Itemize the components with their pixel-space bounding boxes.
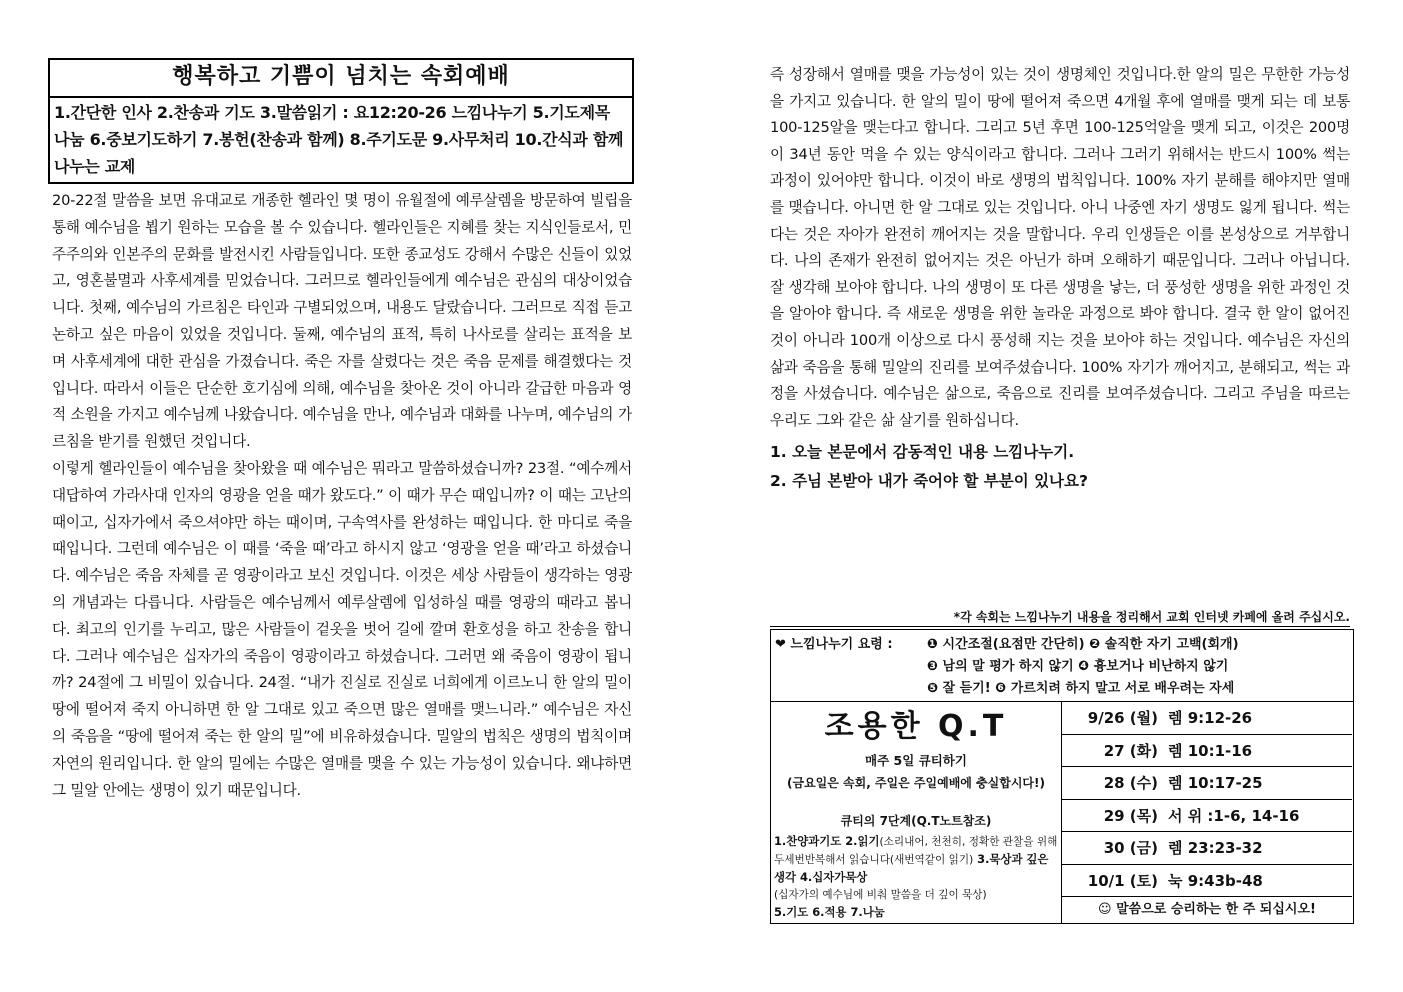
schedule-row (1062, 832, 1352, 865)
sharing-items (927, 634, 1353, 701)
service-order-box (48, 58, 634, 184)
schedule-row (1062, 800, 1352, 833)
schedule-reference: 서 위 :1-6, 14-16 (1168, 806, 1300, 825)
sharing-guidelines (771, 630, 1353, 702)
qt-note: (금요일은 속회, 주일은 주일예배에 충실합시다!) (787, 776, 1045, 790)
sermon-text-right: 즉 성장해서 열매를 맺을 가능성이 있는 것이 생명체인 것입니다.한 알의 밀은 무한한 가능성을 가지고 있습니다. 한 알의 밀이 땅에 떨어져 죽으면 4개월 후에 열매를 맺게 되는 데 보통 100-125알을 맺는다고 합니다. 그리고 5년 후면 100-125억알을 맺게 되고, 이것은 200명이 34년 동안 먹을 수 있는 양식이라고 합니다. 그러나 그러기 위해서는 반드시 100% 썩는 과정이 있어야만 합니다. 이것이 바로 생명의 법칙입니다. 100% 자기 분해를 해야지만 열매를 맺습니다. 아니면 한 알 그대로 있는 것입니다. 아니 나중엔 자기 생명도 잃게 됩니다. 썩는다는 것은 자아가 완전히 깨어지는 것을 말합니다. 우리 인생들은 이를 본성상으로 거부합니다. 나의 존재가 완전히 없어지는 것은 아닌가 하며 오해하기 때문입니다. 그러나 아닙니다. 잘 생각해 보아야 합니다. 나의 생명이 또 다른 생명을 낳는, 더 풍성한 생명을 위한 과정인 것을 알아야 합니다. 즉 새로운 생명을 위한 놀라운 과정으로 봐야 합니다. 결국 한 알이 없어진 것이 아니라 100개 이상으로 다시 풍성해 지는 것을 보아야 하는 것입니다. 예수님은 자신의 삶과 죽음을 통해 밀알의 진리를 보여주셨습니다. 100% 자기가 깨어지고, 분해되고, 썩는 과정을 사셨습니다. 예수님은 삶으로, 죽음으로 진리를 보여주셨습니다. 그리고 주님을 따르는 우리도 그와 같은 삶 살기를 원하십니다. (770, 66, 1350, 429)
sharing-label: ❤ 느낌나누기 요령 : (775, 637, 893, 652)
sermon-text-left (48, 188, 634, 804)
qt-step-a-detail: (소리내어, 천천히, 정확한 관찰을 위해 두세번반복해서 읽습니다(새번역같이 읽기) (774, 836, 1058, 866)
qt-step-b-detail: (십자가의 예수님에 비춰 말씀을 더 깊이 묵상) (774, 889, 987, 901)
page-title: 행복하고 기쁨이 넘치는 속회예배 (50, 60, 632, 98)
schedule-date: 28 (수) (1103, 774, 1158, 793)
schedule-reference: 렘 9:12-26 (1168, 709, 1253, 728)
sermon-paragraph-2: 이렇게 헬라인들이 예수님을 찾아왔을 때 예수님은 뭐라고 말씀하셨습니까? 23절. “예수께서 대답하여 가라사대 인자의 영광을 얻을 때가 왔도다.” 이 때가 무슨 때입니까? 이 때는 고난의 때이고, 십자가에서 죽으셔야만 하는 때이며, 구속역사를 완성하는 때입니다. 한 마디로 죽을 때입니다. 그런데 예수님은 이 때를 ‘죽을 때’라고 하시지 않고 ‘영광을 얻을 때’라고 하셨습니다. 예수님은 죽음 자체를 곧 영광이라고 보신 것입니다. 이것은 세상 사람들이 생각하는 영광의 개념과는 다릅니다. 사람들은 예수님께서 예루살렘에 입성하실 때를 영광의 때라고 봅니다. 최고의 인기를 누리고, 많은 사람들이 겉옷을 벗어 길에 깔며 환호성을 하고 찬송을 합니다. 그러나 예수님은 십자가의 죽음이 영광이라고 하셨습니다. 그러면 왜 죽음이 영광이 됩니까? 24절에 그 비밀이 있습니다. 24절. “내가 진실로 진실로 너희에게 이르노니 한 알의 밀이 땅에 떨어져 죽지 아니하면 한 알 그대로 있고 죽으면 많은 열매를 맺느니라.” 예수님은 자신의 죽음을 “땅에 떨어져 죽는 한 알의 밀”에 비유하셨습니다. 밀알의 법칙은 생명의 법칙이며 자연의 원리입니다. 한 알의 밀에는 수많은 열매를 맺을 수 있는 가능성이 있습니다. 왜냐하면 그 밀알 안에는 생명이 있기 때문입니다. (52, 459, 632, 799)
qt-step-c: 5.기도 6.적용 7.나눔 (774, 905, 885, 919)
sermon-paragraph-1: 20-22절 말씀을 보면 유대교로 개종한 헬라인 몇 명이 유월절에 예루살렘을 방문하여 빌립을 통해 예수님을 뵙기 원하는 모습을 볼 수 있습니다. 헬라인들은 지혜를 찾는 지식인들로서, 민주주의와 인본주의 문화를 발전시킨 사람들입니다. 또한 종교성도 강해서 수많은 신들이 있었고, 영혼불멸과 사후세계를 믿었습니다. 그러므로 헬라인들에게 예수님은 관심의 대상이었습니다. 첫째, 예수님의 가르침은 타인과 구별되었으며, 내용도 달랐습니다. 그러므로 직접 듣고 논하고 싶은 마음이 있었을 것입니다. 둘째, 예수님의 표적, 특히 나사로를 살리는 표적을 보며 사후세계에 대한 관심을 가졌습니다. 죽은 자를 살렸다는 것은 죽음 문제를 해결했다는 것입니다. 따라서 이들은 단순한 호기심에 의해, 예수님을 찾아온 것이 아니라 갈급한 마음과 영적 소원을 가지고 예수님께 나왔습니다. 예수님을 만나, 예수님과 대화를 나누며, 예수님의 가르침을 받기를 원했던 것입니다. (52, 192, 632, 451)
service-order: 1.간단한 인사 2.찬송과 기도 3.말씀읽기 : 요12:20-26 느낌나누기 5.기도제목 나눔 6.중보기도하기 7.봉헌(찬송과 함께) 8.주기도문 9.사무처리 10.간식과 함께 나누는 교제 (54, 103, 624, 176)
sharing-line-2: ❸ 남의 말 평가 하지 않기 ❹ 흉보거나 비난하지 않기 (927, 659, 1229, 674)
schedule-date: 9/26 (월) (1087, 709, 1158, 728)
cafe-notice: *각 속회는 느낌나누기 내용을 정리해서 교회 인터넷 카페에 올려 주십시오. (770, 608, 1350, 627)
qt-schedule (1062, 702, 1352, 923)
discussion-questions (770, 438, 1350, 496)
question-1: 1. 오늘 본문에서 감동적인 내용 느낌나누기. (770, 443, 1075, 462)
sharing-qt-box (770, 629, 1354, 924)
sharing-line-3: ❺ 잘 듣기! ❻ 가르치려 하지 말고 서로 배우려는 자세 (927, 681, 1235, 696)
qt-subtitle: 매주 5일 큐티하기 (865, 753, 967, 768)
schedule-row (1062, 767, 1352, 800)
qt-title: 조용한 Q.T (824, 709, 1008, 744)
qt-steps-title: 큐티의 7단계(Q.T노트참조) (840, 814, 992, 828)
schedule-date: 27 (화) (1103, 741, 1158, 760)
schedule-reference: 렘 23:23-32 (1168, 839, 1263, 858)
schedule-date: 30 (금) (1103, 839, 1158, 858)
schedule-row (1062, 702, 1352, 735)
qt-info (771, 702, 1062, 923)
qt-steps (771, 829, 1061, 921)
right-column (770, 62, 1350, 496)
left-column (48, 58, 634, 804)
schedule-row (1062, 735, 1352, 768)
sharing-line-1: ❶ 시간조절(요점만 간단히) ❷ 솔직한 자기 고백(회개) (927, 637, 1239, 652)
schedule-date: 10/1 (토) (1087, 871, 1158, 890)
question-2: 2. 주님 본받아 내가 죽어야 할 부분이 있나요? (770, 472, 1088, 491)
schedule-reference: 눅 9:43b-48 (1168, 871, 1263, 890)
closing-blessing: ☺ 말씀으로 승리하는 한 주 되십시오! (1098, 902, 1316, 917)
qt-step-b: 3.묵상과 깊은 생각 4.십자가묵상 (774, 852, 1049, 884)
qt-step-a: 1.찬양과기도 2.읽기 (774, 834, 880, 848)
schedule-row (1062, 865, 1352, 898)
schedule-date: 29 (목) (1103, 806, 1158, 825)
schedule-reference: 렘 10:1-16 (1168, 741, 1253, 760)
schedule-reference: 렘 10:17-25 (1168, 774, 1263, 793)
